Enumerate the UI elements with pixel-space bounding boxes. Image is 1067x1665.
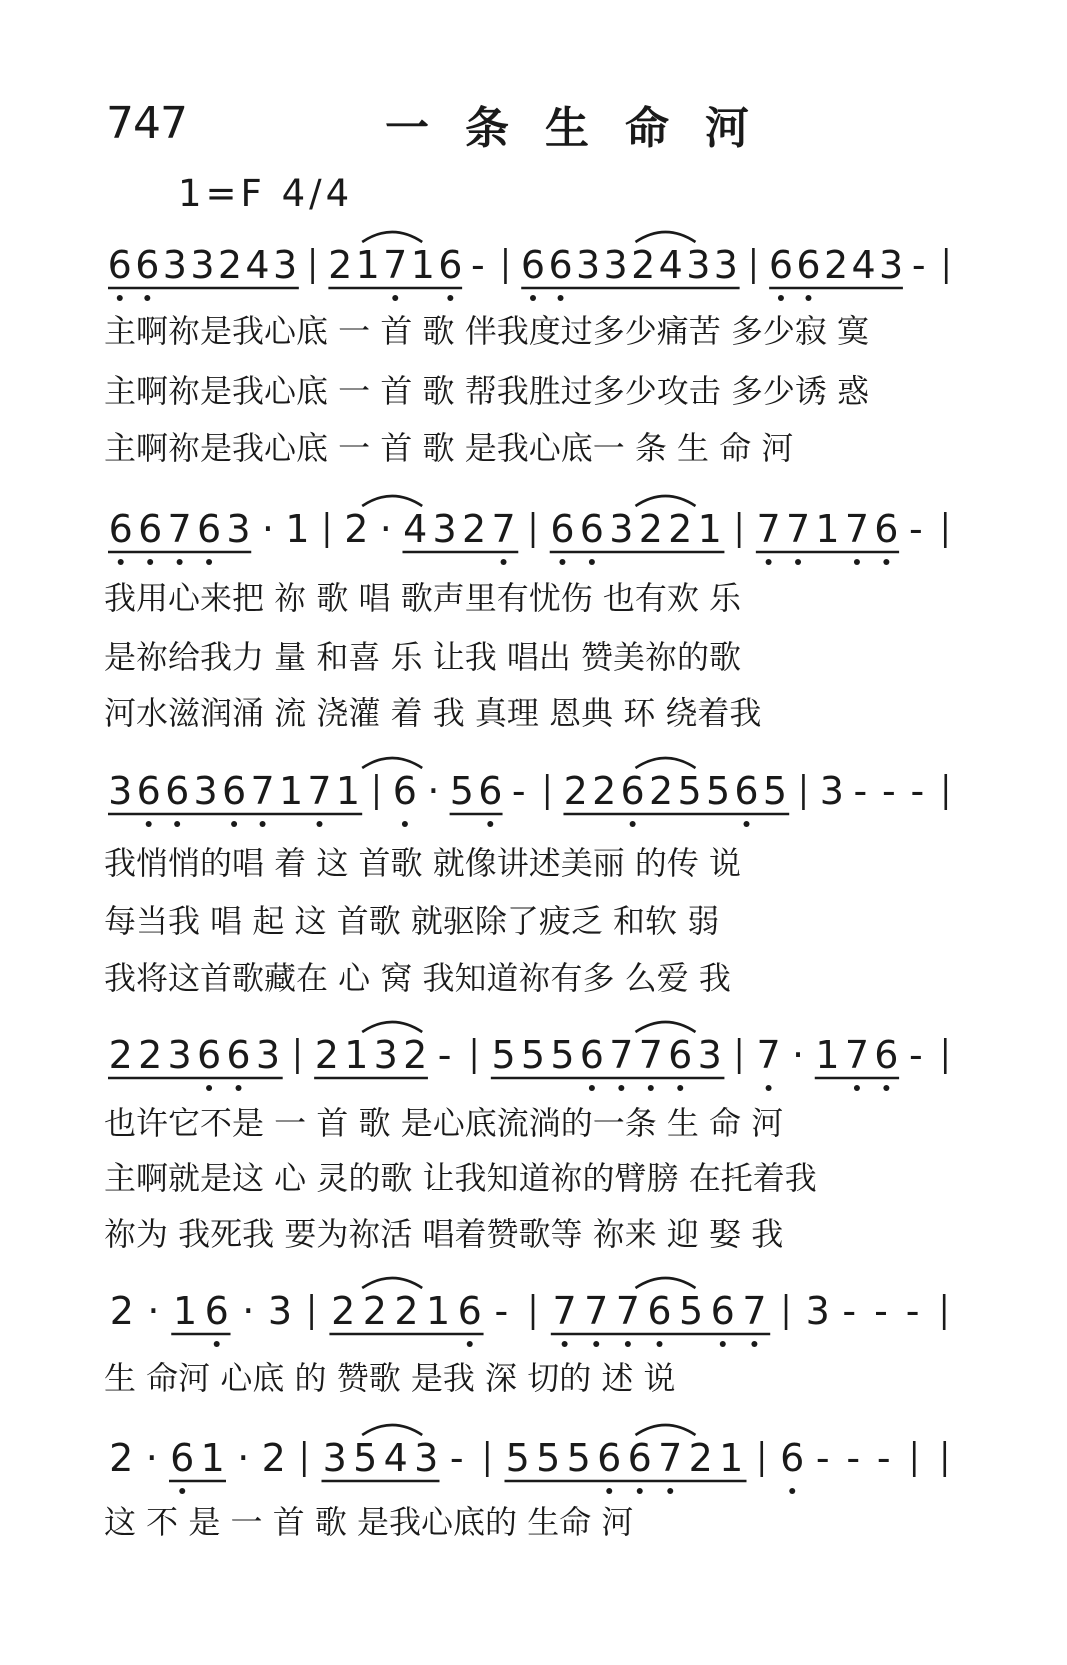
octave-dot <box>317 821 323 827</box>
note-digit: 7 <box>250 769 275 813</box>
octave-dot <box>214 1341 220 1347</box>
note-symbol: - <box>908 507 923 551</box>
note-digit: 6 <box>438 243 463 287</box>
octave-dot <box>618 1085 624 1091</box>
lyric-line-3-2: 每当我 唱 起 这 首歌 就驱除了疲乏 和软 弱 <box>104 902 720 940</box>
octave-dot <box>589 559 595 565</box>
note-digit: 6 <box>550 507 575 551</box>
note-symbol: · <box>242 1289 255 1333</box>
note-symbol: - <box>910 769 925 813</box>
note-digit: 6 <box>478 769 503 813</box>
note-digit: 2 <box>108 1033 133 1077</box>
note-symbol: - <box>842 1289 857 1333</box>
note-digit: 2 <box>563 769 588 813</box>
note-digit: 5 <box>677 769 702 813</box>
octave-dot <box>625 1341 631 1347</box>
note-digit: 6 <box>520 243 546 287</box>
note-digit: 3 <box>108 769 133 813</box>
octave-dot <box>667 1488 673 1494</box>
octave-dot <box>883 1085 889 1091</box>
octave-dot <box>637 1488 643 1494</box>
octave-dot <box>606 1488 612 1494</box>
note-digit: 2 <box>403 1033 428 1077</box>
note-digit: 3 <box>267 1289 293 1333</box>
note-digit: 6 <box>226 1033 251 1077</box>
slur-arc <box>362 758 422 768</box>
note-digit: 2 <box>344 507 369 551</box>
lyric-line-1-2: 主啊祢是我心底 一 首 歌 帮我胜过多少攻击 多少诱 惑 <box>104 372 870 410</box>
note-digit: 2 <box>668 507 693 551</box>
lyric-line-2-1: 我用心来把 祢 歌 唱 歌声里有忧伤 也有欢 乐 <box>104 579 742 617</box>
octave-dot <box>854 559 860 565</box>
slur-arc <box>635 1278 695 1288</box>
note-digit: 7 <box>844 507 870 551</box>
note-digit: 3 <box>819 769 844 813</box>
note-digit: 6 <box>204 1289 229 1333</box>
octave-dot <box>677 1085 683 1091</box>
note-digit: 4 <box>245 243 270 287</box>
octave-dot <box>766 559 772 565</box>
note-digit: 1 <box>172 1289 198 1333</box>
octave-dot <box>751 1341 757 1347</box>
slur-arc <box>362 232 422 242</box>
note-digit: 6 <box>108 507 133 551</box>
octave-dot <box>883 559 889 565</box>
octave-dot <box>118 559 124 565</box>
note-digit: 7 <box>844 1033 870 1077</box>
note-symbol: - <box>911 243 926 287</box>
note-digit: 5 <box>762 769 788 813</box>
note-symbol: - <box>449 1436 464 1480</box>
note-digit: 7 <box>658 1436 683 1480</box>
lyric-line-2-3: 河水滋润涌 流 浇灌 着 我 真理 恩典 环 绕着我 <box>104 694 762 732</box>
note-digit: 5 <box>550 1033 575 1077</box>
note-symbol: · <box>791 1033 805 1077</box>
note-digit: 7 <box>167 507 192 551</box>
octave-dot <box>789 1488 795 1494</box>
note-symbol: - <box>846 1436 861 1480</box>
note-digit: 3 <box>193 769 218 813</box>
note-digit: 2 <box>688 1436 713 1480</box>
note-digit: 5 <box>536 1436 561 1480</box>
note-symbol: - <box>815 1436 830 1480</box>
lyric-line-5-1: 生 命河 心底 的 赞歌 是我 深 切的 述 说 <box>104 1359 676 1397</box>
slur-arc <box>635 232 695 242</box>
octave-dot <box>147 559 153 565</box>
note-symbol: - <box>511 769 526 813</box>
note-digit: 5 <box>491 1033 516 1077</box>
note-digit: 2 <box>638 507 663 551</box>
note-symbol: - <box>876 1436 891 1480</box>
note-digit: 6 <box>710 1289 735 1333</box>
note-digit: 2 <box>394 1289 419 1333</box>
octave-dot <box>260 821 266 827</box>
note-symbol: · <box>379 507 392 551</box>
note-digit: 3 <box>603 243 628 287</box>
note-digit: 5 <box>449 769 474 813</box>
note-digit: 6 <box>165 769 190 813</box>
note-digit: 5 <box>505 1436 530 1480</box>
note-digit: 7 <box>491 507 516 551</box>
note-digit: 6 <box>668 1033 693 1077</box>
octave-dot <box>854 1085 860 1091</box>
note-digit: 3 <box>255 1033 281 1077</box>
octave-dot <box>589 1085 595 1091</box>
note-digit: 6 <box>392 769 417 813</box>
lyric-line-3-1: 我悄悄的唱 着 这 首歌 就像讲述美丽 的传 说 <box>104 844 742 882</box>
note-digit: 6 <box>780 1436 805 1480</box>
note-digit: 2 <box>631 243 656 287</box>
hymn-number: 747 <box>106 98 187 149</box>
octave-dot <box>177 559 183 565</box>
octave-dot <box>206 559 212 565</box>
note-digit: 5 <box>353 1436 378 1480</box>
note-digit: 3 <box>713 243 738 287</box>
octave-dot <box>447 295 453 301</box>
octave-dot <box>487 821 493 827</box>
lyric-line-3-3: 我将这首歌藏在 心 窝 我知道祢有多 么爱 我 <box>104 959 731 997</box>
note-symbol: · <box>261 507 275 551</box>
note-digit: 6 <box>579 1033 604 1077</box>
octave-dot <box>392 295 398 301</box>
slur-arc <box>635 496 695 506</box>
note-digit: 6 <box>196 507 222 551</box>
octave-dot <box>402 821 408 827</box>
slur-arc <box>362 1022 422 1032</box>
hymn-title: 一条生命河 <box>385 103 785 154</box>
octave-dot <box>501 559 507 565</box>
note-digit: 7 <box>756 1033 781 1077</box>
note-digit: 5 <box>520 1033 546 1077</box>
lyric-line-6-1: 这 不 是 一 首 歌 是我心底的 生命 河 <box>104 1503 634 1541</box>
note-digit: 2 <box>328 243 353 287</box>
octave-dot <box>630 821 636 827</box>
note-digit: 2 <box>261 1436 286 1480</box>
octave-dot <box>778 295 784 301</box>
note-digit: 7 <box>307 769 332 813</box>
octave-dot <box>766 1085 772 1091</box>
note-symbol: - <box>437 1033 452 1077</box>
note-digit: 2 <box>649 769 674 813</box>
note-symbol: · <box>237 1436 250 1480</box>
note-digit: 6 <box>196 1033 222 1077</box>
note-digit: 1 <box>410 243 435 287</box>
note-digit: 3 <box>414 1436 439 1480</box>
note-symbol: - <box>494 1289 509 1333</box>
note-digit: 4 <box>383 1436 408 1480</box>
note-symbol: - <box>874 1289 888 1333</box>
note-digit: 2 <box>362 1289 387 1333</box>
note-digit: 4 <box>851 243 876 287</box>
octave-dot <box>467 1341 473 1347</box>
note-digit: 3 <box>272 243 298 287</box>
note-digit: 2 <box>823 243 849 287</box>
note-digit: 2 <box>331 1289 356 1333</box>
note-symbol: - <box>905 1289 920 1333</box>
note-digit: 4 <box>403 507 428 551</box>
note-digit: 7 <box>552 1289 577 1333</box>
octave-dot <box>146 821 152 827</box>
note-digit: 1 <box>355 243 380 287</box>
note-digit: 2 <box>592 769 617 813</box>
note-digit: 7 <box>609 1033 634 1077</box>
lyric-line-4-3: 祢为 我死我 要为祢活 唱着赞歌等 祢来 迎 娶 我 <box>104 1215 784 1253</box>
octave-dot <box>558 295 564 301</box>
note-digit: 3 <box>190 243 215 287</box>
octave-dot <box>530 295 536 301</box>
note-digit: 6 <box>135 243 160 287</box>
octave-dot <box>795 559 801 565</box>
octave-dot <box>117 295 123 301</box>
lyric-line-4-1: 也许它不是 一 首 歌 是心底流淌的一条 生 命 河 <box>104 1104 784 1142</box>
octave-dot <box>179 1488 185 1494</box>
octave-dot <box>144 295 150 301</box>
octave-dot <box>562 1341 568 1347</box>
note-symbol: - <box>881 769 896 813</box>
octave-dot <box>236 1085 242 1091</box>
lyric-line-1-3: 主啊祢是我心底 一 首 歌 是我心底一 条 生 命 河 <box>104 429 794 467</box>
note-symbol: - <box>908 1033 923 1077</box>
note-digit: 6 <box>647 1289 672 1333</box>
note-digit: 3 <box>686 243 711 287</box>
note-digit: 7 <box>638 1033 663 1077</box>
note-digit: 3 <box>162 243 187 287</box>
note-digit: 3 <box>373 1033 398 1077</box>
slur-arc <box>362 1425 422 1435</box>
note-digit: 7 <box>615 1289 640 1333</box>
octave-dot <box>805 295 811 301</box>
note-digit: 1 <box>285 507 310 551</box>
note-symbol: · <box>147 1289 160 1333</box>
note-digit: 5 <box>566 1436 591 1480</box>
octave-dot <box>648 1085 654 1091</box>
note-digit: 6 <box>768 243 794 287</box>
slur-arc <box>362 496 422 506</box>
note-symbol: · <box>427 769 440 813</box>
note-digit: 7 <box>742 1289 767 1333</box>
note-digit: 1 <box>426 1289 451 1333</box>
octave-dot <box>744 821 750 827</box>
note-digit: 1 <box>278 769 304 813</box>
note-digit: 6 <box>222 769 247 813</box>
octave-dot <box>657 1341 663 1347</box>
note-digit: 6 <box>796 243 821 287</box>
note-digit: 6 <box>874 507 899 551</box>
note-digit: 3 <box>697 1033 722 1077</box>
octave-dot <box>174 821 180 827</box>
note-digit: 6 <box>136 769 161 813</box>
key-signature: 1=F 4/4 <box>178 172 354 215</box>
lyric-line-4-2: 主啊就是这 心 灵的歌 让我知道祢的臂膀 在托着我 <box>104 1159 817 1197</box>
note-digit: 3 <box>879 243 904 287</box>
octave-dot <box>720 1341 726 1347</box>
note-digit: 6 <box>627 1436 652 1480</box>
octave-dot <box>231 821 237 827</box>
note-digit: 1 <box>344 1033 369 1077</box>
note-digit: 1 <box>815 1033 840 1077</box>
slur-arc <box>635 758 695 768</box>
note-digit: 6 <box>548 243 573 287</box>
note-digit: 1 <box>815 507 840 551</box>
note-digit: 5 <box>679 1289 704 1333</box>
note-digit: 5 <box>705 769 731 813</box>
note-digit: 3 <box>322 1436 347 1480</box>
note-digit: 4 <box>658 243 683 287</box>
slur-arc <box>362 1278 422 1288</box>
note-symbol: - <box>471 243 485 287</box>
note-digit: 3 <box>432 507 457 551</box>
octave-dot <box>559 559 565 565</box>
slur-arc <box>635 1022 695 1032</box>
note-digit: 6 <box>597 1436 622 1480</box>
note-digit: 6 <box>107 243 132 287</box>
octave-dot <box>206 1085 212 1091</box>
note-digit: 1 <box>335 769 361 813</box>
note-digit: 6 <box>170 1436 195 1480</box>
note-digit: 1 <box>697 507 722 551</box>
octave-dot <box>593 1341 599 1347</box>
note-digit: 1 <box>200 1436 225 1480</box>
note-digit: 3 <box>167 1033 192 1077</box>
note-digit: 6 <box>620 769 645 813</box>
note-digit: 2 <box>217 243 243 287</box>
lyric-line-1-1: 主啊祢是我心底 一 首 歌 伴我度过多少痛苦 多少寂 寞 <box>104 312 870 350</box>
note-digit: 2 <box>109 1436 134 1480</box>
note-digit: 6 <box>579 507 604 551</box>
note-digit: 6 <box>874 1033 899 1077</box>
note-digit: 1 <box>719 1436 744 1480</box>
slur-arc <box>635 1425 695 1435</box>
note-digit: 2 <box>138 1033 163 1077</box>
note-digit: 6 <box>734 769 759 813</box>
note-digit: 2 <box>109 1289 134 1333</box>
lyric-line-2-2: 是祢给我力 量 和喜 乐 让我 唱出 赞美祢的歌 <box>104 638 742 676</box>
note-digit: 7 <box>584 1289 609 1333</box>
note-digit: 7 <box>756 507 781 551</box>
note-digit: 3 <box>609 507 634 551</box>
note-digit: 3 <box>805 1289 830 1333</box>
note-digit: 7 <box>785 507 811 551</box>
note-digit: 3 <box>226 507 251 551</box>
note-symbol: · <box>145 1436 158 1480</box>
note-digit: 2 <box>314 1033 339 1077</box>
note-digit: 2 <box>462 507 487 551</box>
note-symbol: - <box>853 769 868 813</box>
note-digit: 6 <box>138 507 163 551</box>
note-digit: 6 <box>457 1289 482 1333</box>
note-digit: 7 <box>383 243 408 287</box>
note-digit: 3 <box>576 243 601 287</box>
